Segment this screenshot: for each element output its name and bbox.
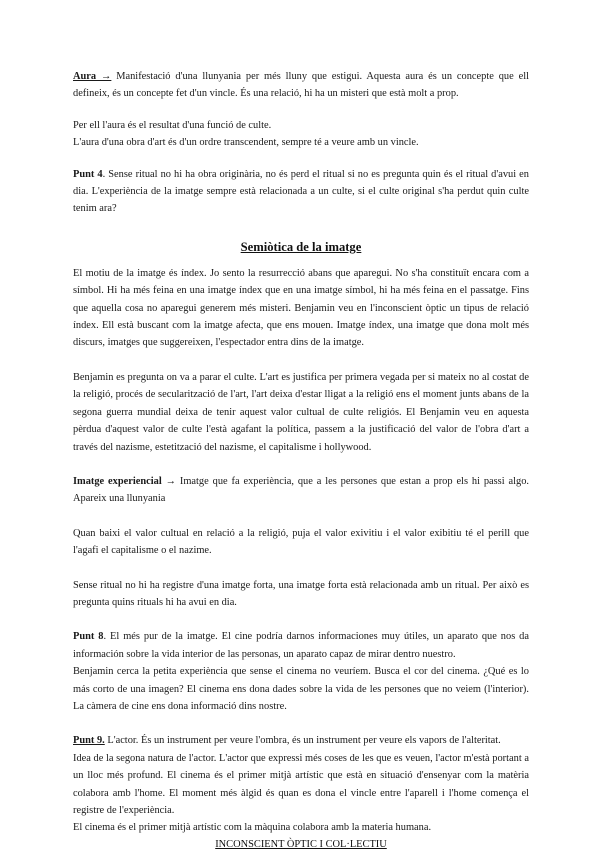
term-imatge-experiencial: Imatge experiencial → bbox=[73, 475, 176, 487]
section-heading-inconscient: INCONSCIENT ÒPTIC I COL·LECTIU bbox=[215, 838, 387, 850]
paragraph-experiencial bbox=[73, 473, 529, 508]
punt-4-text: . Sense ritual no hi ha obra originària, no és perd el ritual si no es pregunta quin és el ritual d'avui en dia. L'experiència de la imatge sempre està relacionada a un culte, si el culte original s'ha perdut quin culte tenim ara? bbox=[73, 168, 529, 215]
paragraph-sense-ritual: Sense ritual no hi ha registre d'una imatge forta, una imatge forta està relacionada amb un ritual. Per això es pregunta quins rituals hi ha avui en dia. bbox=[73, 579, 529, 608]
punt-8-text: . El més pur de la imatge. El cine podría darnos informaciones muy útiles, un aparato que nos da información sobre la vida interior de las personas, un aparato capaz de mirar dentro nuestro. bbox=[73, 631, 529, 660]
paragraph-primer: El cinema és el primer mitjà artístic com la màquina colabora amb la materia humana. bbox=[73, 822, 432, 834]
term-aura: Aura → bbox=[73, 71, 112, 82]
paragraph-benjamin: Benjamin es pregunta on va a parar el culte. L'art es justifica per primera vegada per si mateix no al costat de la religió, procés de secularització de l'art, l'art deixa d'estar lligat a la religió ens el moment junts abans de la segona guerra mundial deixa de tenir aquest valor cultual de culte religiós. El Benjamin veu en aquesta pèrdua d'aquest valor de culte l'està agafant la política, passem a la justificació del valor de l'obra d'art a través del nazisme, estetització del nazisme, el capitalisme i hollywood. bbox=[73, 371, 529, 453]
paragraph-punt-8 bbox=[73, 628, 529, 663]
paragraph-punt-9 bbox=[73, 732, 529, 749]
term-punt-9: Punt 9. bbox=[73, 735, 105, 747]
punt-9-text: L'actor. És un instrument per veure l'ombra, és un instrument per veure els vapors de l'alteritat. bbox=[104, 735, 501, 747]
experiencial-text: Imatge que fa experiència, que a les persones que estan a prop els hi passi algo. Apareix una llunyania bbox=[73, 475, 529, 505]
paragraph-quan: Quan baixi el valor cultual en relació a la religió, puja el valor exivitiu i el valor exibitiu té el perill que l'agafi el capitalisme o el nazime. bbox=[73, 527, 529, 557]
paragraph-culte-1: Per ell l'aura és el resultat d'una funció de culte. bbox=[73, 119, 272, 131]
document-page bbox=[73, 68, 529, 852]
paragraph-aura bbox=[73, 68, 529, 103]
term-punt-4: Punt 4 bbox=[73, 168, 103, 180]
aura-definition: Manifestació d'una llunyania per més lluny que estigui. Aquesta aura és un concepte que ell defineix, és un concepte fet d'un vincle. És una relació, hi ha un misteri que està molt a prop. bbox=[73, 71, 530, 100]
paragraph-culte-2: L'aura d'una obra d'art és d'un ordre transcendent, sempre té a veure amb un vincle. bbox=[73, 137, 419, 149]
section-heading-semiotica: Semiòtica de la imatge bbox=[240, 239, 362, 254]
paragraph-punt-4 bbox=[73, 166, 529, 218]
paragraph-idea: Idea de la segona natura de l'actor. L'actor que expressi més coses de les que es veuen, l'actor m'està portant a un lloc més profund. El cinema és el primer mitjà artístic que està en situació d'ensenyar com la matèria colabora amb l'home. El moment més àlgid és quan es dona el vincle entre l'aparell i l'home comença el registre de l'experiència. bbox=[73, 752, 529, 816]
paragraph-index: El motiu de la imatge és índex. Jo sento la resurrecció abans que aparegui. No s'ha constituït encara com a símbol. Hi ha més feina en una imatge índex que en una imatge símbol, hi ha més feina en el passatge. Fins que aquella cosa no aparegui generem més misteri. Benjamin veu en l'inconscient òptic un tipus de relació índex. Ell està buscant com la imatge afecta, que ens mouen. Imatge índex, una imatge que dona molt més discurs, imatges que suggereixen, l'espectador entra dins de la imatge. bbox=[73, 267, 529, 349]
paragraph-punt-8-b: Benjamin cerca la petita experiència que sense el cinema no veuríem. Busca el cor del cinema. ¿Qué es lo más corto de una imagen? El cinema ens dona dades sobre la vida de les persones que no veiem (l'interior). La càmera de cine ens dona informació dins nostre. bbox=[73, 666, 529, 712]
term-punt-8: Punt 8 bbox=[73, 631, 104, 643]
